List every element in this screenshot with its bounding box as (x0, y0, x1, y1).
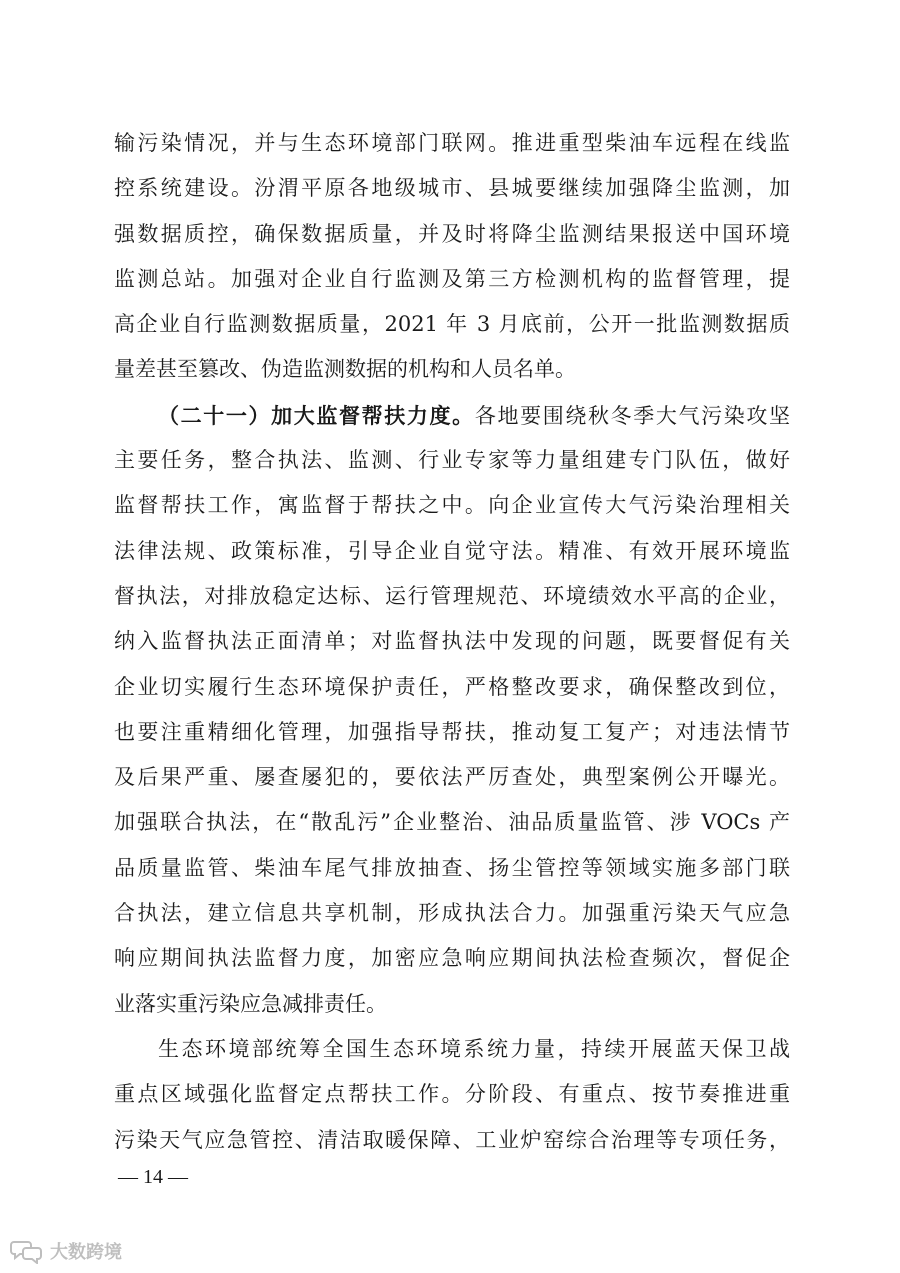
text-line: 品质量监管、柴油车尾气排放抽查、扬尘管控等领域实施多部门联 (114, 855, 790, 880)
body-text (114, 121, 790, 1163)
text-line: 生态环境部统筹全国生态环境系统力量，持续开展蓝天保卫战 (158, 1036, 790, 1061)
text-line: 加强联合执法，在“散乱污”企业整治、油品质量监管、涉 VOCs 产 (114, 810, 790, 835)
text-line: 高企业自行监测数据质量，2021 年 3 月底前，公开一批监测数据质 (114, 312, 790, 337)
text-line: 污染天气应急管控、清洁取暖保障、工业炉窑综合治理等专项任务， (114, 1127, 790, 1152)
watermark-text: 大数跨境 (50, 1242, 122, 1263)
text-line: 业落实重污染应急减排责任。 (114, 991, 387, 1016)
text-line: 法律法规、政策标准，引导企业自觉守法。精准、有效开展环境监 (114, 538, 790, 563)
section-heading: （二十一）加大监督帮扶力度。 (158, 402, 475, 428)
paragraph-1 (114, 121, 790, 393)
text-line: 量差甚至篡改、伪造监测数据的机构和人员名单。 (114, 357, 576, 382)
chat-bubbles-icon (10, 1238, 44, 1264)
watermark (10, 1236, 122, 1266)
heading-line-rest: 各地要围绕秋冬季大气污染攻坚 (474, 403, 790, 428)
paragraph-2 (114, 393, 790, 1027)
text-line: 强数据质控，确保数据质量，并及时将降尘监测结果报送中国环境 (114, 221, 790, 246)
text-line: 响应期间执法监督力度，加密应急响应期间执法检查频次，督促企 (114, 946, 790, 971)
text-line: 监督帮扶工作，寓监督于帮扶之中。向企业宣传大气污染治理相关 (114, 493, 790, 518)
paragraph-3 (114, 1027, 790, 1163)
text-line: 重点区域强化监督定点帮扶工作。分阶段、有重点、按节奏推进重 (114, 1082, 790, 1107)
text-line: 企业切实履行生态环境保护责任，严格整改要求，确保整改到位， (114, 674, 790, 699)
text-line: 也要注重精细化管理，加强指导帮扶，推动复工复产；对违法情节 (114, 719, 790, 744)
text-line: 主要任务，整合执法、监测、行业专家等力量组建专门队伍，做好 (114, 448, 790, 473)
text-line: 合执法，建立信息共享机制，形成执法合力。加强重污染天气应急 (114, 901, 790, 926)
page-number: — 14 — (118, 1166, 188, 1188)
text-line: 监测总站。加强对企业自行监测及第三方检测机构的监督管理，提 (114, 266, 790, 291)
text-line: 督执法，对排放稳定达标、运行管理规范、环境绩效水平高的企业， (114, 583, 790, 608)
text-line: 输污染情况，并与生态环境部门联网。推进重型柴油车远程在线监 (114, 131, 790, 155)
text-line (114, 393, 790, 438)
text-line: 控系统建设。汾渭平原各地级城市、县城要继续加强降尘监测，加 (114, 176, 790, 201)
text-line: 纳入监督执法正面清单；对监督执法中发现的问题，既要督促有关 (114, 629, 790, 654)
text-line: 及后果严重、屡查屡犯的，要依法严厉查处，典型案例公开曝光。 (114, 765, 790, 790)
